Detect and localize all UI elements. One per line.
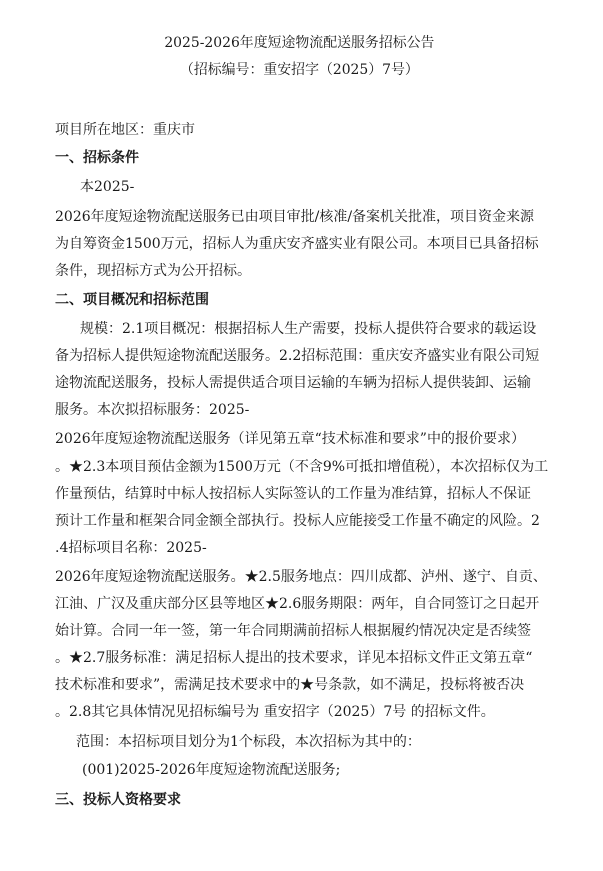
paragraph-line: 预计工作量和框架合同金额全部执行。投标人应能接受工作量不确定的风险。2 xyxy=(55,513,540,529)
paragraph-line: 服务。本次拟招标服务：2025- xyxy=(55,402,250,418)
section-heading-project-overview: 二、项目概况和招标范围 xyxy=(55,292,209,308)
paragraph-line: 规模：2.1项目概况：根据招标人生产需要，投标人提供符合要求的载运设 xyxy=(80,321,537,337)
paragraph-line: 。★2.7服务标准：满足招标人提出的技术要求，详见本招标文件正文第五章“ xyxy=(55,650,533,666)
paragraph-line: 江油、广汉及重庆部分区县等地区★2.6服务期限：两年，自合同签订之日起开 xyxy=(55,596,540,612)
paragraph-line: .4招标项目名称：2025- xyxy=(55,540,207,556)
section-heading-bidding-conditions: 一、招标条件 xyxy=(55,150,139,166)
paragraph-line: 备为招标人提供短途物流配送服务。2.2招标范围：重庆安齐盛实业有限公司短 xyxy=(55,348,540,364)
section-heading-bidder-qualifications: 三、投标人资格要求 xyxy=(55,792,181,808)
paragraph-line: 始计算。合同一年一签，第一年合同期满前招标人根据履约情况决定是否续签 xyxy=(55,623,531,639)
document-title: 2025-2026年度短途物流配送服务招标公告 xyxy=(164,35,435,51)
paragraph-line: 作量预估，结算时中标人按招标人实际签认的工作量为准结算，招标人不保证 xyxy=(55,486,531,502)
paragraph-line: 范围：本招标项目划分为1个标段，本次招标为其中的： xyxy=(76,734,421,750)
paragraph-line: 2026年度短途物流配送服务已由项目审批/核准/备案机关批准，项目资金来源 xyxy=(55,209,535,225)
paragraph-line: 条件，现招标方式为公开招标。 xyxy=(55,263,251,279)
paragraph-line: 2026年度短途物流配送服务。★2.5服务地点：四川成都、泸州、遂宁、自贡、 xyxy=(55,569,547,585)
paragraph-line: 为自筹资金1500万元，招标人为重庆安齐盛实业有限公司。本项目已具备招标 xyxy=(55,236,539,252)
lot-item: (001)2025-2026年度短途物流配送服务; xyxy=(82,762,341,778)
paragraph-line: 技术标准和要求”，需满足技术要求中的★号条款，如不满足，投标将被否决 xyxy=(55,677,525,693)
paragraph-line: 。2.8其它具体情况见招标编号为 重安招字（2025）7号 的招标文件。 xyxy=(55,704,495,720)
tender-number: （招标编号：重安招字（2025）7号） xyxy=(179,62,419,78)
project-location: 项目所在地区：重庆市 xyxy=(55,122,195,138)
paragraph-line: 本2025- xyxy=(80,179,135,195)
paragraph-line: 途物流配送服务，投标人需提供适合项目运输的车辆为招标人提供装卸、运输 xyxy=(55,375,531,391)
paragraph-line: 2026年度短途物流配送服务（详见第五章“技术标准和要求”中的报价要求） xyxy=(55,431,525,447)
paragraph-line: 。★2.3本项目预估金额为1500万元（不含9%可抵扣增值税），本次招标仅为工 xyxy=(55,459,549,475)
